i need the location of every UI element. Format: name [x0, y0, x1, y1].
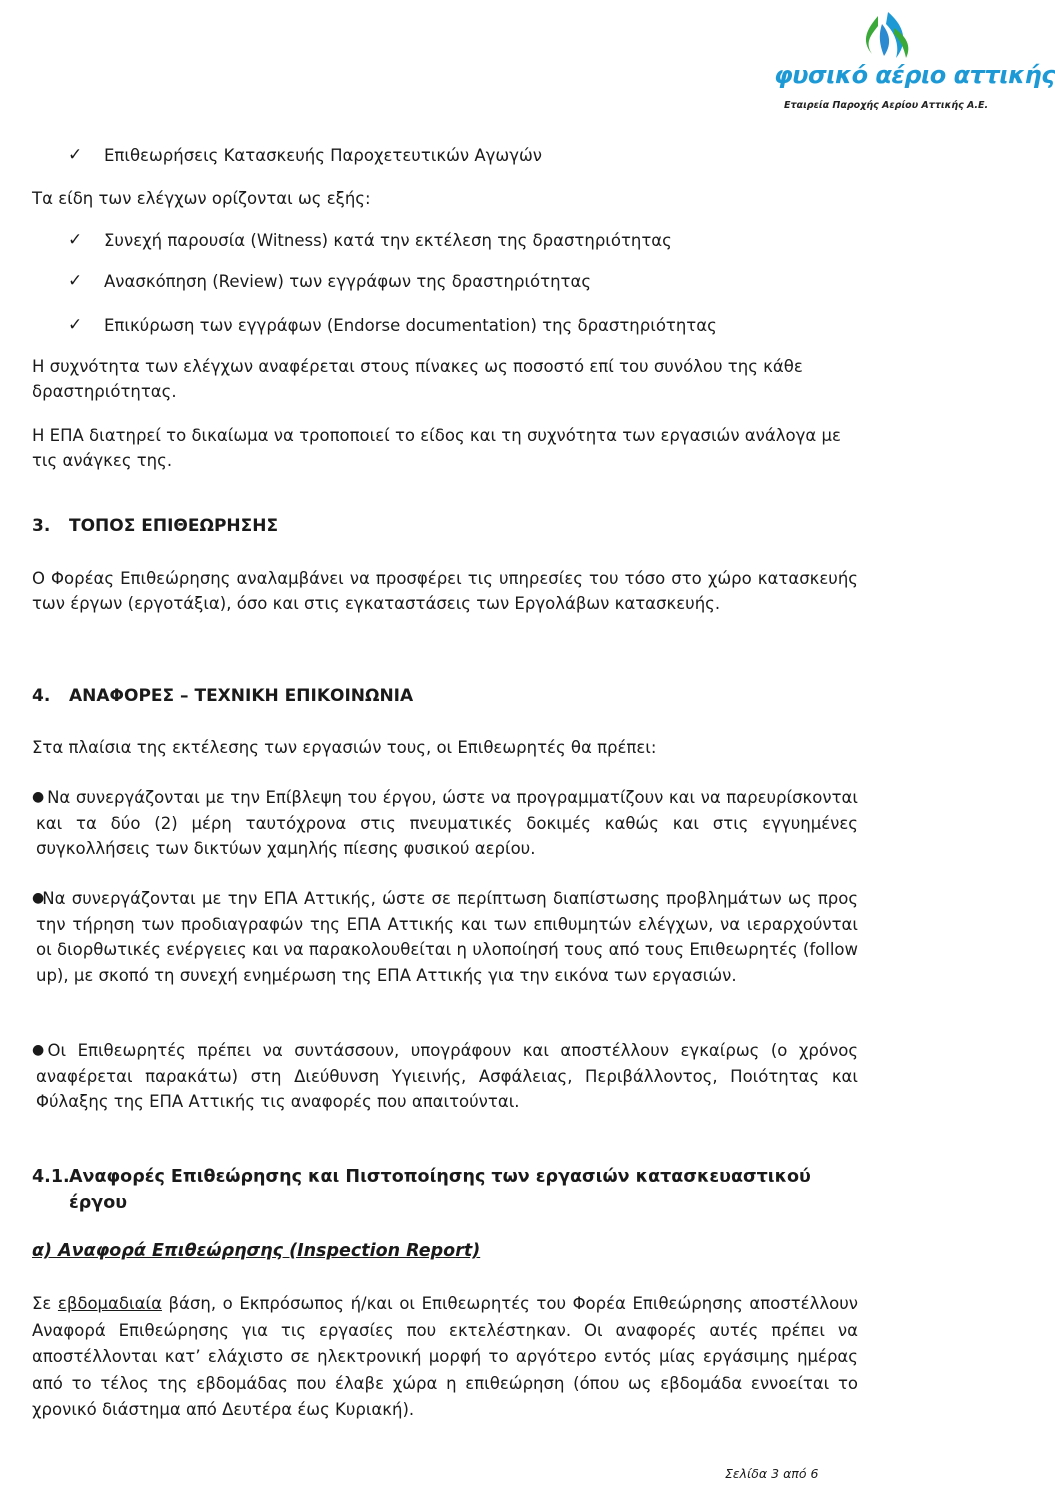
logo-subtitle: Εταιρεία Παροχής Αερίου Αττικής Α.Ε. [784, 100, 989, 111]
document-page: φυσικό αέριο αττικής Εταιρεία Παροχής Αερίου Αττικής Α.Ε. ✓ Επιθεωρήσεις Κατασκευής Παροχετευτικών Αγωγών Τα είδη των ελέγχων ορίζονται ως εξής: ✓ Συνεχή παρουσία (Witness) κατά την εκτέλεση της δραστηριότητας ✓ Ανασκόπηση (Review) των εγγράφων της δραστηριότητας ✓ Επικύρωση των εγγράφων (Endorse documentation) της δραστηριότητας Η συχνότητα των ελέγχων αναφέρεται στους πίνακες ως ποσοστό επί του συνόλου της κάθε δραστηριότητας. Η ΕΠΑ διατηρεί το δικαίωμα να τροποποιεί το είδος και τη συχνότητα των εργασιών ανάλογα με τις ανάγκες της. 3. ΤΟΠΟΣ ΕΠΙΘΕΩΡΗΣΗΣ Ο Φορέας Επιθεώρησης αναλαμβάνει να προσφέρει τις υπηρεσίες του τόσο στο χώρο κατασκευής των έργων (εργοτάξια), όσο και στις εγκαταστάσεις των Εργολάβων κατασκευής. 4. ΑΝΑΦΟΡΕΣ – ΤΕΧΝΙΚΗ ΕΠΙΚΟΙΝΩΝΙΑ Στα πλαίσια της εκτέλεσης των εργασιών τους, οι Επιθεωρητές θα πρέπει: ● Να συνεργάζονται με την Επίβλεψη του έργου, ώστε να προγραμματίζουν και να παρευρίσκονται και τα δύο (2) μέρη ταυτόχρονα στις πνευματικές δοκιμές καθώς και στις εγγυημένες συγκολλήσεις των δικτύων χαμηλής πίεσης φυσικού αερίου. ● Να συνεργάζονται με την ΕΠΑ Αττικής, ώστε σε περίπτωση διαπίστωσης προβλημάτων ως προς την τήρηση των προδιαγραφών της ΕΠΑ Αττικής και των επιθυμητών ελέγχων, να ιεραρχούνται οι διορθωτικές ενέργειες και να παρακολουθείται η υλοποίησή τους από τους Επιθεωρητές (follow up), με σκοπό τη συνεχή ενημέρωση της ΕΠΑ Αττικής για την εικόνα των εργασιών. ● Οι Επιθεωρητές πρέπει να συντάσσουν, υπογράφουν και αποστέλλουν εγκαίρως (ο χρόνος αναφέρεται παρακάτω) στη Διεύθυνση Υγιεινής, Ασφάλειας, Περιβάλλοντος, Ποιότητας και Φύλαξης της ΕΠΑ Αττικής τις αναφορές που απαιτούνται. 4.1. Αναφορές Επιθεώρησης και Πιστοποίησης των εργασιών κατασκευαστικού έργου α) Αναφορά Επιθεώρησης (Inspection Report) Σε εβδομαδιαία βάση, ο Εκπρόσωπος ή/και οι Επιθεωρητές του Φορέα Επιθεώρησης αποστέλλουν Αναφορά Επιθεώρησης για τις εργασίες που εκτελέστηκαν. Οι αναφορές αυτές πρέπει να αποστέλλονται κατ’ ελάχιστο σε ηλεκτρονική μορφή το αργότερο εντός μίας εργάσιμης ημέρας από το τέλος της εβδομάδας που έλαβε χώρα η επιθεώρηση (όπου ως εβδομάδα εννοείται το χρονικό διάστημα από Δευτέρα έως Κυριακή). Σελίδα 3 από 6 [0, 0, 960, 1486]
check-icon: ✓ [68, 230, 83, 250]
inspection-report-body: Σε εβδομαδιαία βάση, ο Εκπρόσωπος ή/και οι Επιθεωρητές του Φορέα Επιθεώρησης αποστέλλουν Αναφορά Επιθεώρησης για τις εργασίες που εκτελέστηκαν. Οι αναφορές αυτές πρέπει να αποστέλλονται κατ’ ελάχιστο σε ηλεκτρονική μορφή το αργότερο εντός μίας εργάσιμης ημέρας από το τέλος της εβδομάδας που έλαβε χώρα η επιθεώρηση (όπου ως εβδομάδα εννοείται το χρονικό διάστημα από Δευτέρα έως Κυριακή). [32, 1294, 858, 1419]
bullet-icon: ● [32, 890, 45, 906]
logo-wordmark: φυσικό αέριο αττικής [774, 61, 1055, 89]
paragraph-rights: Η ΕΠΑ διατηρεί το δικαίωμα να τροποποιεί το είδος και τη συχνότητα των εργασιών ανάλογα με τις ανάγκες της. [32, 426, 841, 470]
check-icon: ✓ [68, 271, 83, 291]
section-3-body: Ο Φορέας Επιθεώρησης αναλαμβάνει να προσφέρει τις υπηρεσίες του τόσο στο χώρο κατασκευής των έργων (εργοτάξια), όσο και στις εγκαταστάσεις των Εργολάβων κατασκευής. [32, 569, 858, 613]
intro-paragraph: Τα είδη των ελέγχων ορίζονται ως εξής: [32, 189, 371, 208]
inspection-report-heading: α) Αναφορά Επιθεώρησης (Inspection Report) [32, 1241, 481, 1261]
check-icon: ✓ [68, 315, 83, 335]
company-logo [760, 10, 1055, 115]
page-number: Σελίδα 3 από 6 [725, 1466, 819, 1481]
check-icon: ✓ [68, 145, 83, 165]
section-4-intro: Στα πλαίσια της εκτέλεσης των εργασιών τους, οι Επιθεωρητές θα πρέπει: [32, 738, 657, 757]
bullet-icon: ● [32, 789, 45, 805]
paragraph-frequency: Η συχνότητα των ελέγχων αναφέρεται στους πίνακες ως ποσοστό επί του συνόλου της κάθε δραστηριότητας. [32, 357, 803, 401]
bullet-icon: ● [32, 1042, 45, 1058]
